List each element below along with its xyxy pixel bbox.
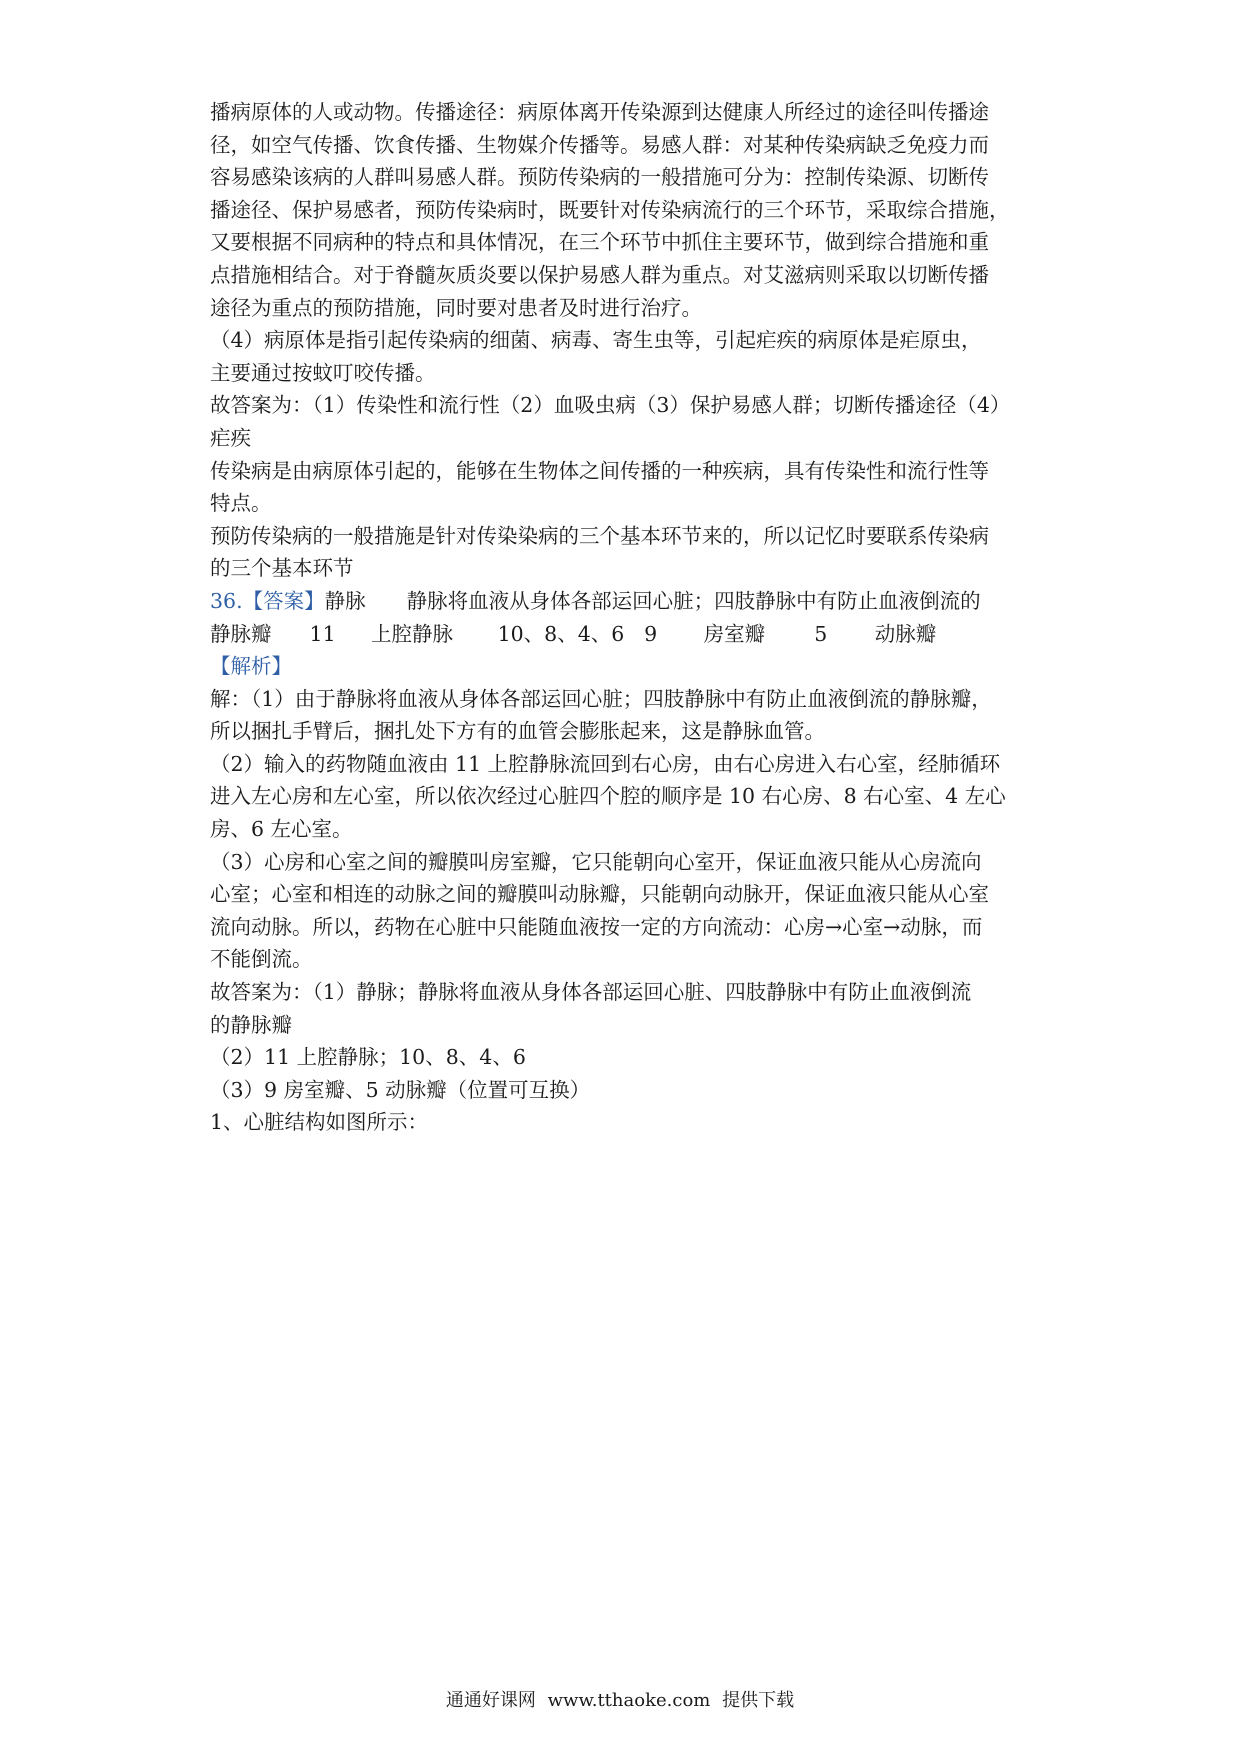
answer-item: 房室瓣: [703, 621, 766, 646]
text-line: 的三个基本环节: [210, 556, 354, 581]
text-line: 点措施相结合。对于脊髓灰质炎要以保护易感人群为重点。对艾滋病则采取以切断传播: [210, 262, 989, 287]
text-line: （3）心房和心室之间的瓣膜叫房室瓣，它只能朝向心室开，保证血液只能从心房流向: [210, 849, 982, 874]
question-36: [210, 585, 1040, 683]
paragraph-pathogen: [210, 324, 1040, 389]
document-body: [210, 96, 1040, 1139]
paragraph-transmission: [210, 96, 1040, 324]
answer-35: [210, 389, 1040, 454]
text-line: 径，如空气传播、饮食传播、生物媒介传播等。易感人群：对某种传染病缺乏免疫力而: [210, 132, 989, 157]
answer-36-header: [210, 585, 1040, 618]
answer-item: 10、8、4、6: [497, 621, 625, 646]
answer-text: 静脉 静脉将血液从身体各部运回心脏；四肢静脉中有防止血液倒流的: [324, 588, 981, 613]
answer-36-items: [210, 618, 1040, 651]
answer-tag: 【答案】: [242, 588, 325, 613]
text-line: （3）9 房室瓣、5 动脉瓣（位置可互换）: [210, 1077, 591, 1102]
text-line: 播途径、保护易感者，预防传染病时，既要针对传染病流行的三个环节，采取综合措施，: [210, 197, 1010, 222]
note-prevention: [210, 520, 1040, 585]
footer-site-name: 通通好课网: [445, 1690, 536, 1711]
page-footer: [0, 1686, 1240, 1712]
text-line: 又要根据不同病种的特点和具体情况，在三个环节中抓住主要环节，做到综合措施和重: [210, 230, 989, 255]
text-line: 预防传染病的一般措施是针对传染染病的三个基本环节来的，所以记忆时要联系传染病: [210, 523, 989, 548]
text-line: 流向动脉。所以，药物在心脏中只能随血液按一定的方向流动：心房→心室→动脉，而: [210, 914, 983, 939]
text-line: 不能倒流。: [210, 947, 313, 972]
answer-item: 11: [309, 621, 336, 646]
text-line: 疟疾: [210, 425, 251, 450]
text-line: 容易感染该病的人群叫易感人群。预防传染病的一般措施可分为：控制传染源、切断传: [210, 165, 989, 190]
text-line: （2）11 上腔静脉；10、8、4、6: [210, 1045, 526, 1070]
text-line: 传染病是由病原体引起的，能够在生物体之间传播的一种疾病，具有传染性和流行性等: [210, 458, 989, 483]
answer-item: 静脉瓣: [210, 621, 272, 646]
text-line: 心室；心室和相连的动脉之间的瓣膜叫动脉瓣，只能朝向动脉开，保证血液只能从心室: [210, 882, 989, 907]
analysis-tag: 【解析】: [210, 654, 292, 679]
text-line: （4）病原体是指引起传染病的细菌、病毒、寄生虫等，引起疟疾的病原体是疟原虫，: [210, 328, 982, 353]
text-line: 特点。: [210, 491, 272, 516]
text-line: 解：（1）由于静脉将血液从身体各部运回心脏；四肢静脉中有防止血液倒流的静脉瓣，: [210, 686, 992, 711]
text-line: 故答案为：（1）静脉；静脉将血液从身体各部运回心脏、四肢静脉中有防止血液倒流: [210, 980, 972, 1005]
text-line: 所以捆扎手臂后，捆扎处下方有的血管会膨胀起来，这是静脉血管。: [210, 719, 825, 744]
text-line: 进入左心房和左心室，所以依次经过心脏四个腔的顺序是 10 右心房、8 右心室、4 左心: [210, 784, 1006, 809]
answer-item: 5: [814, 621, 828, 646]
analysis-36: [210, 683, 1040, 1139]
text-line: 房、6 左心室。: [210, 817, 353, 842]
answer-item: 上腔静脉: [371, 621, 454, 646]
answer-item: 9: [644, 621, 658, 646]
text-line: 的静脉瓣: [210, 1012, 292, 1037]
question-number: 36.: [210, 588, 243, 613]
footer-url: www.tthaoke.com: [547, 1690, 711, 1711]
text-line: 主要通过按蚊叮咬传播。: [210, 360, 436, 385]
text-line: 1、心脏结构如图所示：: [210, 1110, 429, 1135]
text-line: 播病原体的人或动物。传播途径：病原体离开传染源到达健康人所经过的途径叫传播途: [210, 100, 989, 124]
text-line: （2）输入的药物随血液由 11 上腔静脉流回到右心房，由右心房进入右心室，经肺循环: [210, 751, 1001, 776]
answer-item: 动脉瓣: [874, 621, 937, 646]
text-line: 途径为重点的预防措施，同时要对患者及时进行治疗。: [210, 295, 702, 320]
footer-suffix: 提供下载: [722, 1690, 795, 1711]
text-line: 故答案为：（1）传染性和流行性（2）血吸虫病（3）保护易感人群；切断传播途径（4）: [210, 393, 1011, 418]
note-infectious-disease: [210, 455, 1040, 520]
